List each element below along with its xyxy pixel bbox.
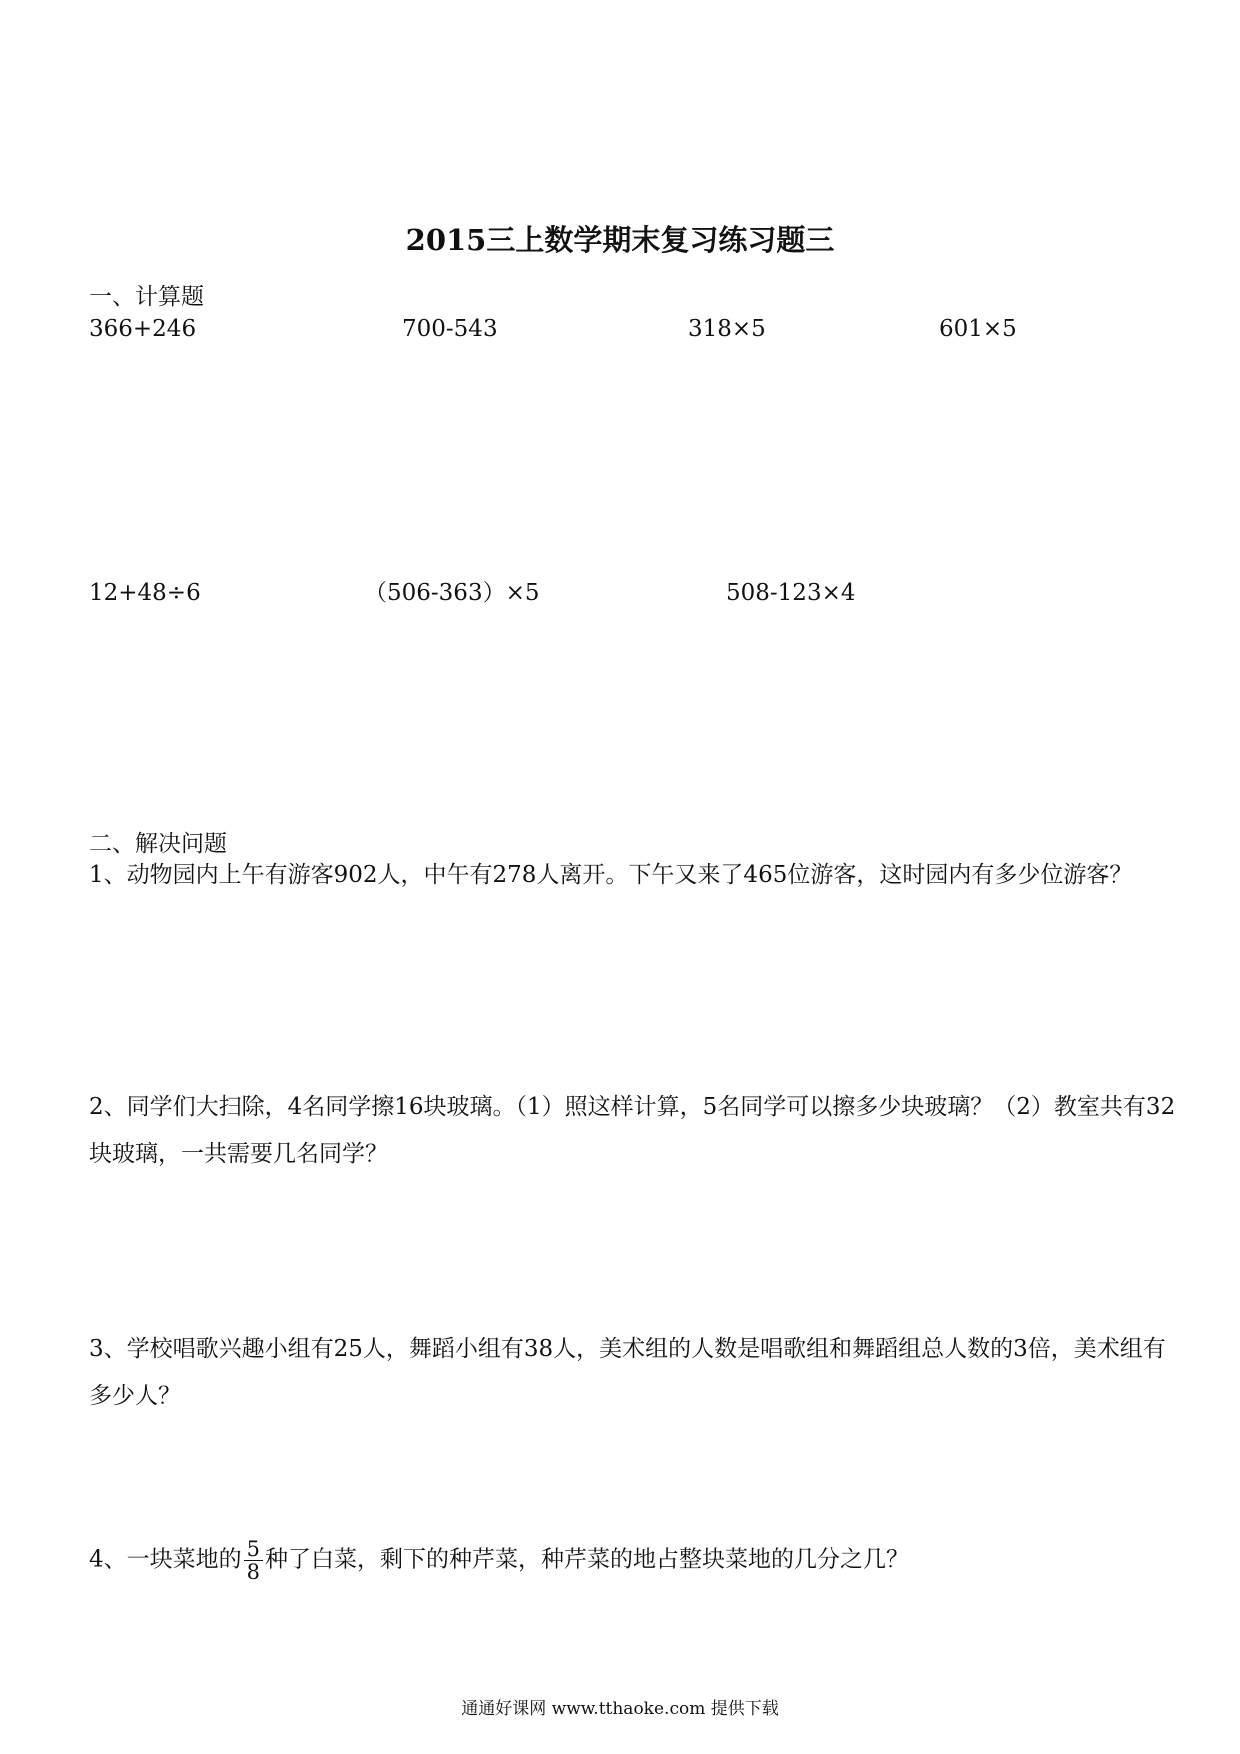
- word-problem-4-text-before: 4、一块菜地的: [89, 1546, 242, 1573]
- calc-problem: 700-543: [402, 316, 498, 342]
- section-heading-calculation: 一、计算题: [89, 284, 204, 310]
- word-problem-1: 1、动物园内上午有游客902人，中午有278人离开。下午又来了465位游客，这时园内有多少位游客？: [89, 862, 1133, 888]
- calc-problem: 366+246: [89, 316, 197, 342]
- calc-problem: 318×5: [688, 316, 766, 342]
- word-problem-4-text-after: 种了白菜，剩下的种芹菜，种芹菜的地占整块菜地的几分之几？: [265, 1546, 910, 1573]
- word-problem-2: 2、同学们大扫除，4名同学擦16块玻璃。（1）照这样计算，5名同学可以擦多少块玻璃？（2）教室共有32块玻璃，一共需要几名同学？: [89, 1094, 1176, 1167]
- calc-problem: 12+48÷6: [89, 580, 201, 606]
- calc-problem: 508-123×4: [726, 580, 856, 606]
- word-problem-4: [89, 1538, 1179, 1583]
- page-title: 2015三上数学期末复习练习题三: [405, 223, 835, 257]
- fraction-denominator: 8: [246, 1560, 261, 1585]
- footer-credit: 通通好课网 www.tthaoke.com 提供下载: [461, 1699, 779, 1719]
- calc-problem: 601×5: [939, 316, 1017, 342]
- fraction: [244, 1538, 263, 1583]
- word-problem-3: 3、学校唱歌兴趣小组有25人，舞蹈小组有38人，美术组的人数是唱歌组和舞蹈组总人数的3倍，美术组有多少人？: [89, 1336, 1166, 1409]
- section-heading-word-problems: 二、解决问题: [89, 831, 227, 857]
- fraction-numerator: 5: [244, 1538, 263, 1561]
- calc-problem: （506-363）×5: [364, 580, 540, 606]
